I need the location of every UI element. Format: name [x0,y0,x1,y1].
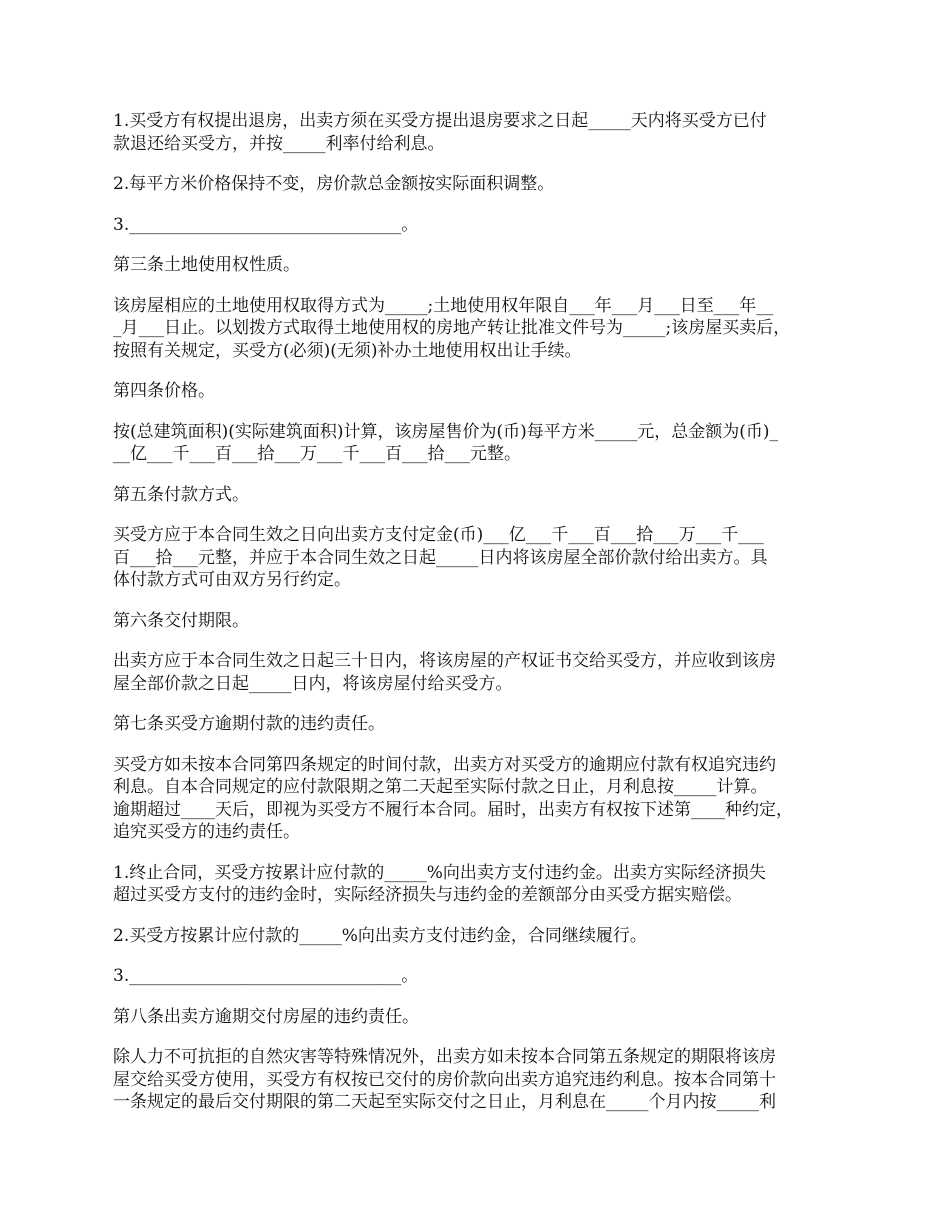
clause-price: 按(总建筑面积)(实际建筑面积)计算，该房屋售价为(币)每平方米_____元，总金额为(币)_ __亿___千___百___拾___万___千___百___拾___元整。 [113,421,779,464]
clause-payment: 买受方应于本合同生效之日向出卖方支付定金(币)___亿___千___百___拾___万___千___ 百___拾___元整，并应于本合同生效之日起_____日内将该房屋全部价款付给出卖方。具 体付款方式可由双方另行约定。 [113,525,768,590]
clause-refund: 1.买受方有权提出退房，出卖方须在买受方提出退房要求之日起_____天内将买受方已付 款退还给买受方，并按_____利率付给利息。 [113,111,767,154]
clause-buyer-late-payment: 买受方如未按本合同第四条规定的时间付款，出卖方对买受方的逾期应付款有权追究违约 利息。自本合同规定的应付款限期之第二天起至实际付款之日止，月利息按_____计算。 逾期超过____天后，即视为买受方不履行本合同。届时，出卖方有权按下述第____种约定， 追究买受方的违约责任。 [113,754,793,842]
clause-blank-3b: 3.________________________________。 [113,966,419,986]
heading-article-6: 第六条交付期限。 [113,610,249,631]
document-page [113,110,858,1114]
clause-terminate: 1.终止合同，买受方按累计应付款的_____%向出卖方支付违约金。出卖方实际经济损失 超过买受方支付的违约金时，实际经济损失与违约金的差额部分由买受方据实赔偿。 [113,862,766,905]
heading-article-7: 第七条买受方逾期付款的违约责任。 [113,714,385,734]
clause-seller-late-delivery: 除人力不可抗拒的自然灾害等特殊情况外，出卖方如未按本合同第五条规定的期限将该房 屋交给买受方使用，买受方有权按已交付的房价款向出卖方追究违约利息。按本合同第十 一条规定的最后交付期限的第二天起至实际交付之日止，月利息在_____个月内按_____利 [113,1047,776,1112]
clause-continue: 2.买受方按累计应付款的_____%向出卖方支付违约金，合同继续履行。 [113,925,647,946]
clause-land-use: 该房屋相应的土地使用权取得方式为_____;土地使用权年限自___年___月___日至___年__ _月___日止。以划拨方式取得土地使用权的房地产转让批准文件号为_____;该房屋买卖后， 按照有关规定，买受方(必须)(无须)补办土地使用权出让手续。 [113,295,791,361]
heading-article-3: 第三条土地使用权性质。 [113,255,300,275]
heading-article-5: 第五条付款方式。 [113,484,249,505]
clause-price-unchanged: 2.每平方米价格保持不变，房价款总金额按实际面积调整。 [113,174,555,194]
clause-delivery: 出卖方应于本合同生效之日起三十日内，将该房屋的产权证书交给买受方，并应收到该房 屋全部价款之日起_____日内，将该房屋付给买受方。 [113,651,776,694]
clause-blank-3: 3.________________________________。 [113,214,419,235]
heading-article-8: 第八条出卖方逾期交付房屋的违约责任。 [113,1006,419,1027]
heading-article-4: 第四条价格。 [113,381,215,401]
